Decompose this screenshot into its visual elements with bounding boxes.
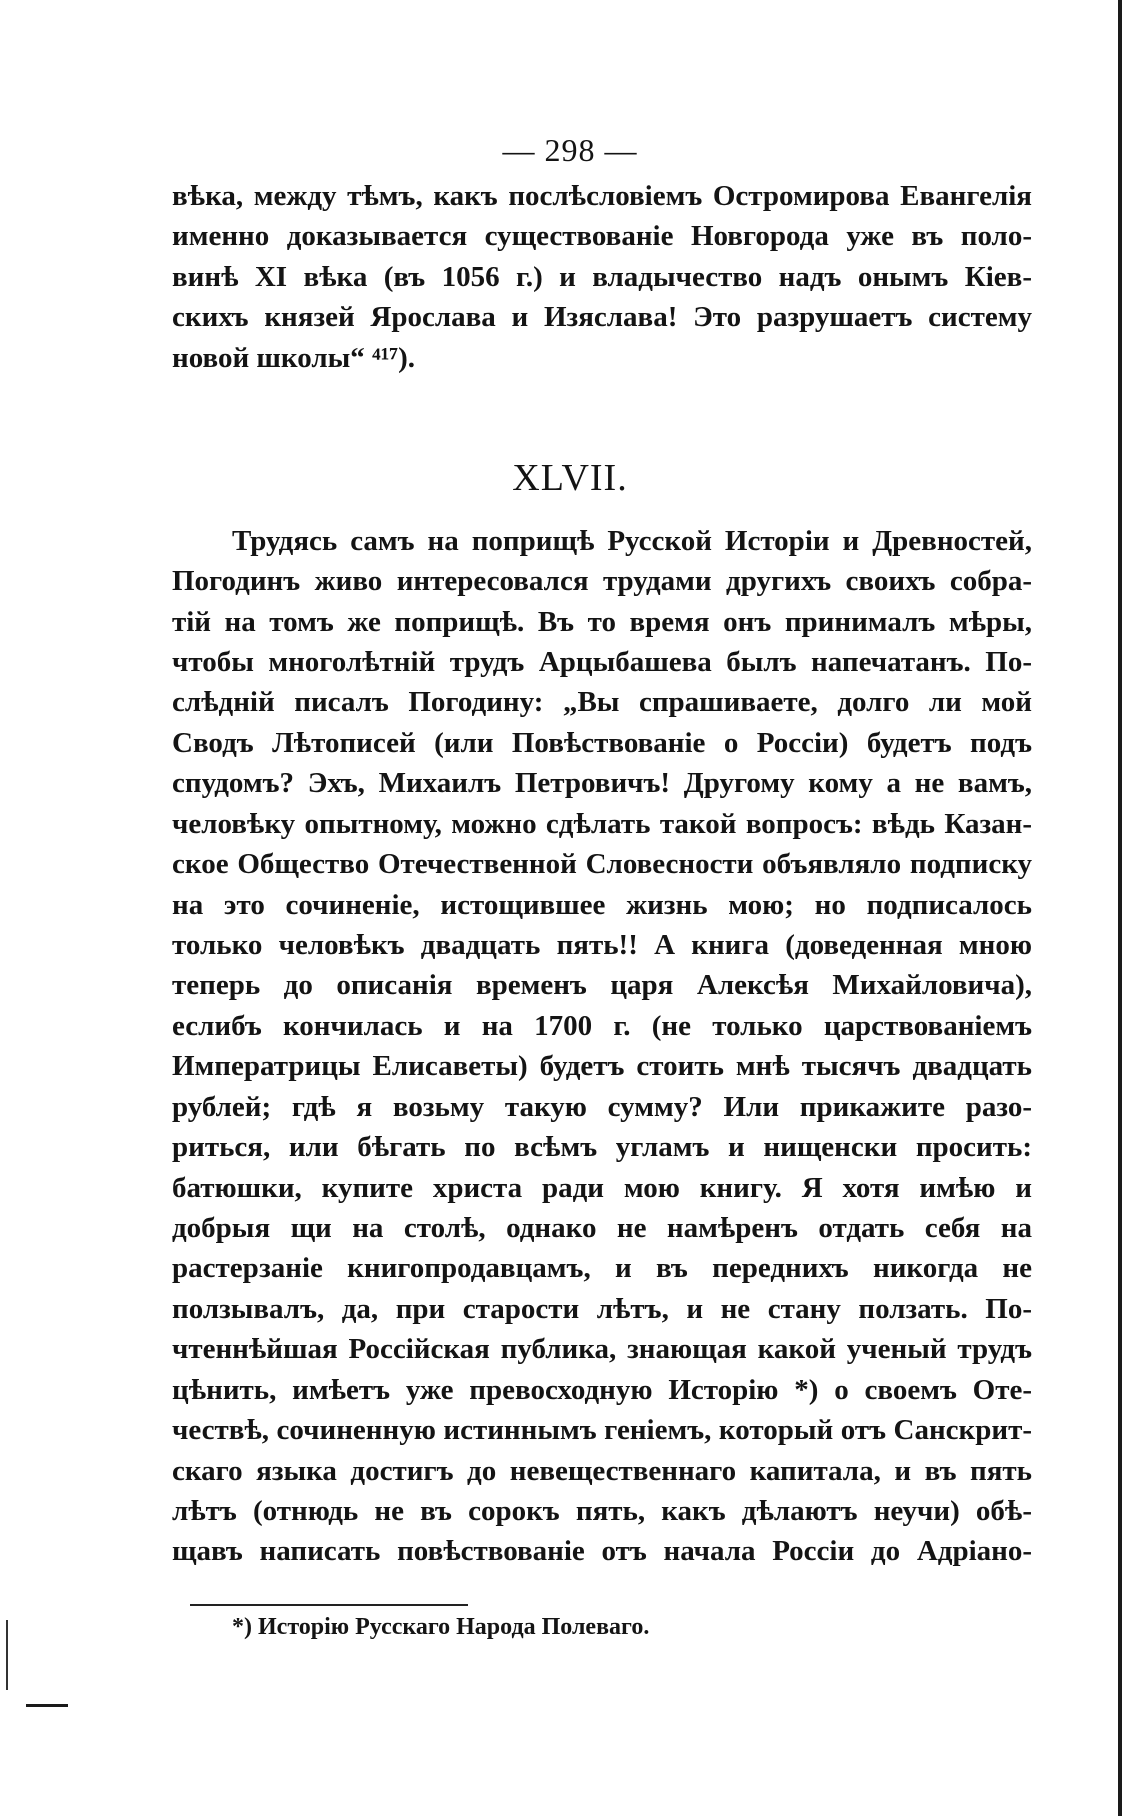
chapter-heading: XLVII. <box>512 457 628 499</box>
text-line: скаго языка достигъ до невещественнаго капитала, и въ пять <box>172 1455 1032 1487</box>
text-line: Сводъ Лѣтописей (или Повѣствованіе о Россіи) будетъ подъ <box>172 727 1032 759</box>
text-line: только человѣкъ двадцать пять!! А книга (доведенная мною <box>172 929 1032 961</box>
text-line: лѣтъ (отнюдь не въ сорокъ пять, какъ дѣлаютъ неучи) обѣ- <box>172 1495 1032 1527</box>
text-line: рублей; гдѣ я возьму такую сумму? Или прикажите разо- <box>172 1091 1032 1123</box>
text-line: на это сочиненіе, истощившее жизнь мою; но подписалось <box>172 889 1032 921</box>
text-line: щавъ написать повѣствованіе отъ начала Россіи до Адріано- <box>172 1535 1032 1567</box>
text-line: именно доказывается существованіе Новгорода уже въ поло- <box>172 220 1032 252</box>
text-line: добрыя щи на столѣ, однако не намѣренъ отдать себя на <box>172 1212 1032 1244</box>
text-line: Трудясь самъ на поприщѣ Русской Исторіи и Древностей, <box>232 525 1032 557</box>
text-line: Императрицы Елисаветы) будетъ стоить мнѣ тысячъ двадцать <box>172 1050 1032 1082</box>
page-number: — 298 — <box>502 132 638 168</box>
text-line: скихъ князей Ярослава и Изяслава! Это разрушаетъ систему <box>172 301 1032 333</box>
scan-edge-tick <box>6 1620 8 1690</box>
text-line: спудомъ? Эхъ, Михаилъ Петровичъ! Другому кому а не вамъ, <box>172 767 1032 799</box>
text-line: батюшки, купите христа ради мою книгу. Я хотя имѣю и <box>172 1172 1032 1204</box>
text-line: растерзаніе книгопродавцамъ, и въ переднихъ никогда не <box>172 1252 1032 1284</box>
text-line: теперь до описанія временъ царя Алексѣя Михайловича), <box>172 969 1032 1001</box>
text-line: риться, или бѣгать по всѣмъ угламъ и нищенски просить: <box>172 1131 1032 1163</box>
text-line: чтеннѣйшая Россійская публика, знающая какой ученый трудъ <box>172 1333 1032 1365</box>
text-line: человѣку опытному, можно сдѣлать такой вопросъ: вѣдь Казан- <box>172 808 1032 840</box>
text-line: ское Общество Отечественной Словесности объявляло подписку <box>172 848 1032 880</box>
text-line: Погодинъ живо интересовался трудами другихъ своихъ собра- <box>172 565 1032 597</box>
text-line: чествѣ, сочиненную истиннымъ геніемъ, который отъ Санскрит- <box>172 1414 1032 1446</box>
text-line: тій на томъ же поприщѣ. Въ то время онъ принималъ мѣры, <box>172 606 1032 638</box>
text-line: винѣ XI вѣка (въ 1056 г.) и владычество надъ онымъ Кіев- <box>172 261 1032 293</box>
text-line: еслибъ кончилась и на 1700 г. (не только царствованіемъ <box>172 1010 1032 1042</box>
text-line: чтобы многолѣтній трудъ Арцыбашева былъ напечатанъ. По- <box>172 646 1032 678</box>
text-line: цѣнить, имѣетъ уже превосходную Исторію *) о своемъ Оте- <box>172 1374 1032 1406</box>
text-line: слѣдній писалъ Погодину: „Вы спрашиваете, долго ли мой <box>172 686 1032 718</box>
footnote-rule <box>190 1604 468 1606</box>
text-line: новой школы“ ⁴¹⁷). <box>172 342 415 374</box>
footnote: *) Исторію Русскаго Народа Полеваго. <box>232 1614 650 1640</box>
scan-edge-rule <box>1118 0 1122 1816</box>
scan-edge-dash <box>26 1704 68 1707</box>
text-line: ползывалъ, да, при старости лѣтъ, и не стану ползать. По- <box>172 1293 1032 1325</box>
text-line: вѣка, между тѣмъ, какъ послѣсловіемъ Остромирова Евангелія <box>172 180 1032 212</box>
